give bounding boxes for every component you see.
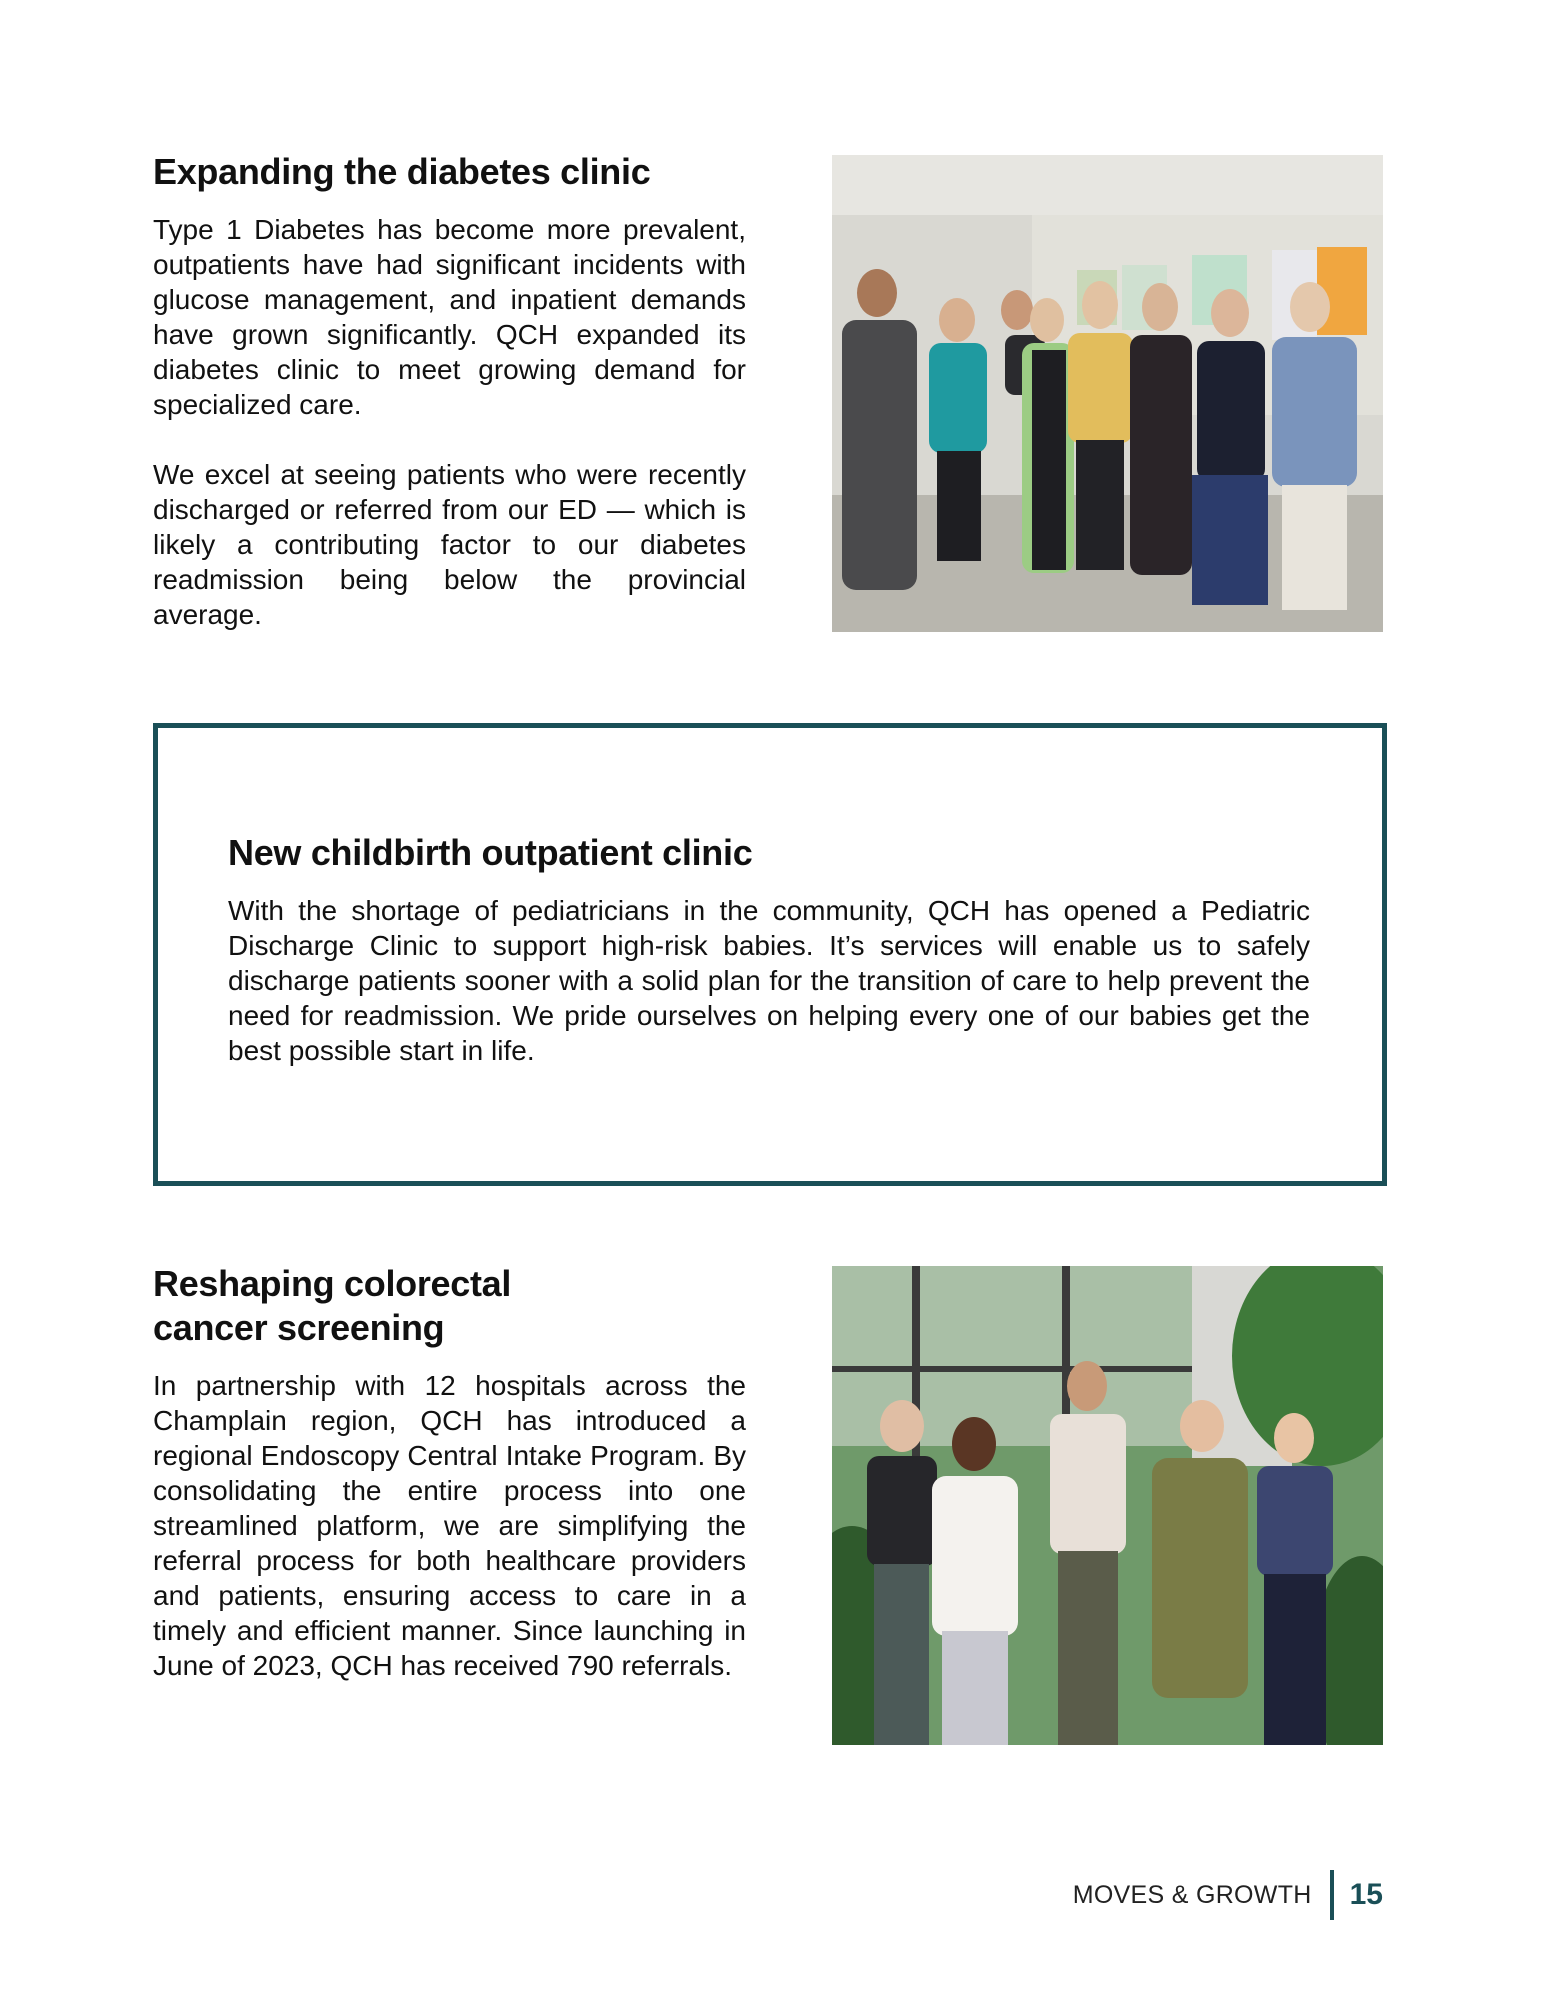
colorectal-team-photo bbox=[832, 1266, 1383, 1745]
colorectal-section bbox=[153, 1262, 746, 1683]
footer-divider bbox=[1330, 1870, 1334, 1920]
childbirth-title: New childbirth outpatient clinic bbox=[228, 832, 753, 873]
colorectal-title-line-1: Reshaping colorectal bbox=[153, 1263, 512, 1304]
footer-section-label: MOVES & GROWTH bbox=[1072, 1880, 1312, 1909]
colorectal-title-line-2: cancer screening bbox=[153, 1307, 445, 1348]
page-number: 15 bbox=[1349, 1878, 1383, 1911]
diabetes-team-photo bbox=[832, 155, 1383, 632]
diabetes-title: Expanding the diabetes clinic bbox=[153, 151, 651, 192]
childbirth-paragraph: With the shortage of pediatricians in the community, QCH has opened a Pediatric Discharge Clinic to support high-risk babies. It’s services will enable us to safely discharge patients sooner with a solid plan for the transition of care to help prevent the need for readmission. We pride ourselves on helping every one of our babies get the best possible start in life. bbox=[228, 895, 1310, 1066]
colorectal-paragraph: In partnership with 12 hospitals across the Champlain region, QCH has introduced a regional Endoscopy Central Intake Program. By consolidating the entire process into one streamlined platform, we are simplifying the referral process for both healthcare providers and patients, ensuring access to care in a timely and efficient manner. Since launching in June of 2023, QCH has received 790 referrals. bbox=[153, 1370, 746, 1681]
diabetes-paragraph-1: Type 1 Diabetes has become more prevalent, outpatients have had significant incidents with glucose management, and inpatient demands have grown significantly. QCH expanded its diabetes clinic to meet growing demand for specialized care. bbox=[153, 214, 746, 420]
childbirth-section bbox=[228, 831, 1310, 1068]
childbirth-callout-box bbox=[153, 723, 1387, 1186]
diabetes-section bbox=[153, 150, 746, 632]
diabetes-paragraph-2: We excel at seeing patients who were recently discharged or referred from our ED — which is likely a contributing factor to our diabetes readmission being below the provincial average. bbox=[153, 459, 746, 630]
page-footer bbox=[1073, 1870, 1383, 1920]
colorectal-title bbox=[153, 1262, 746, 1350]
